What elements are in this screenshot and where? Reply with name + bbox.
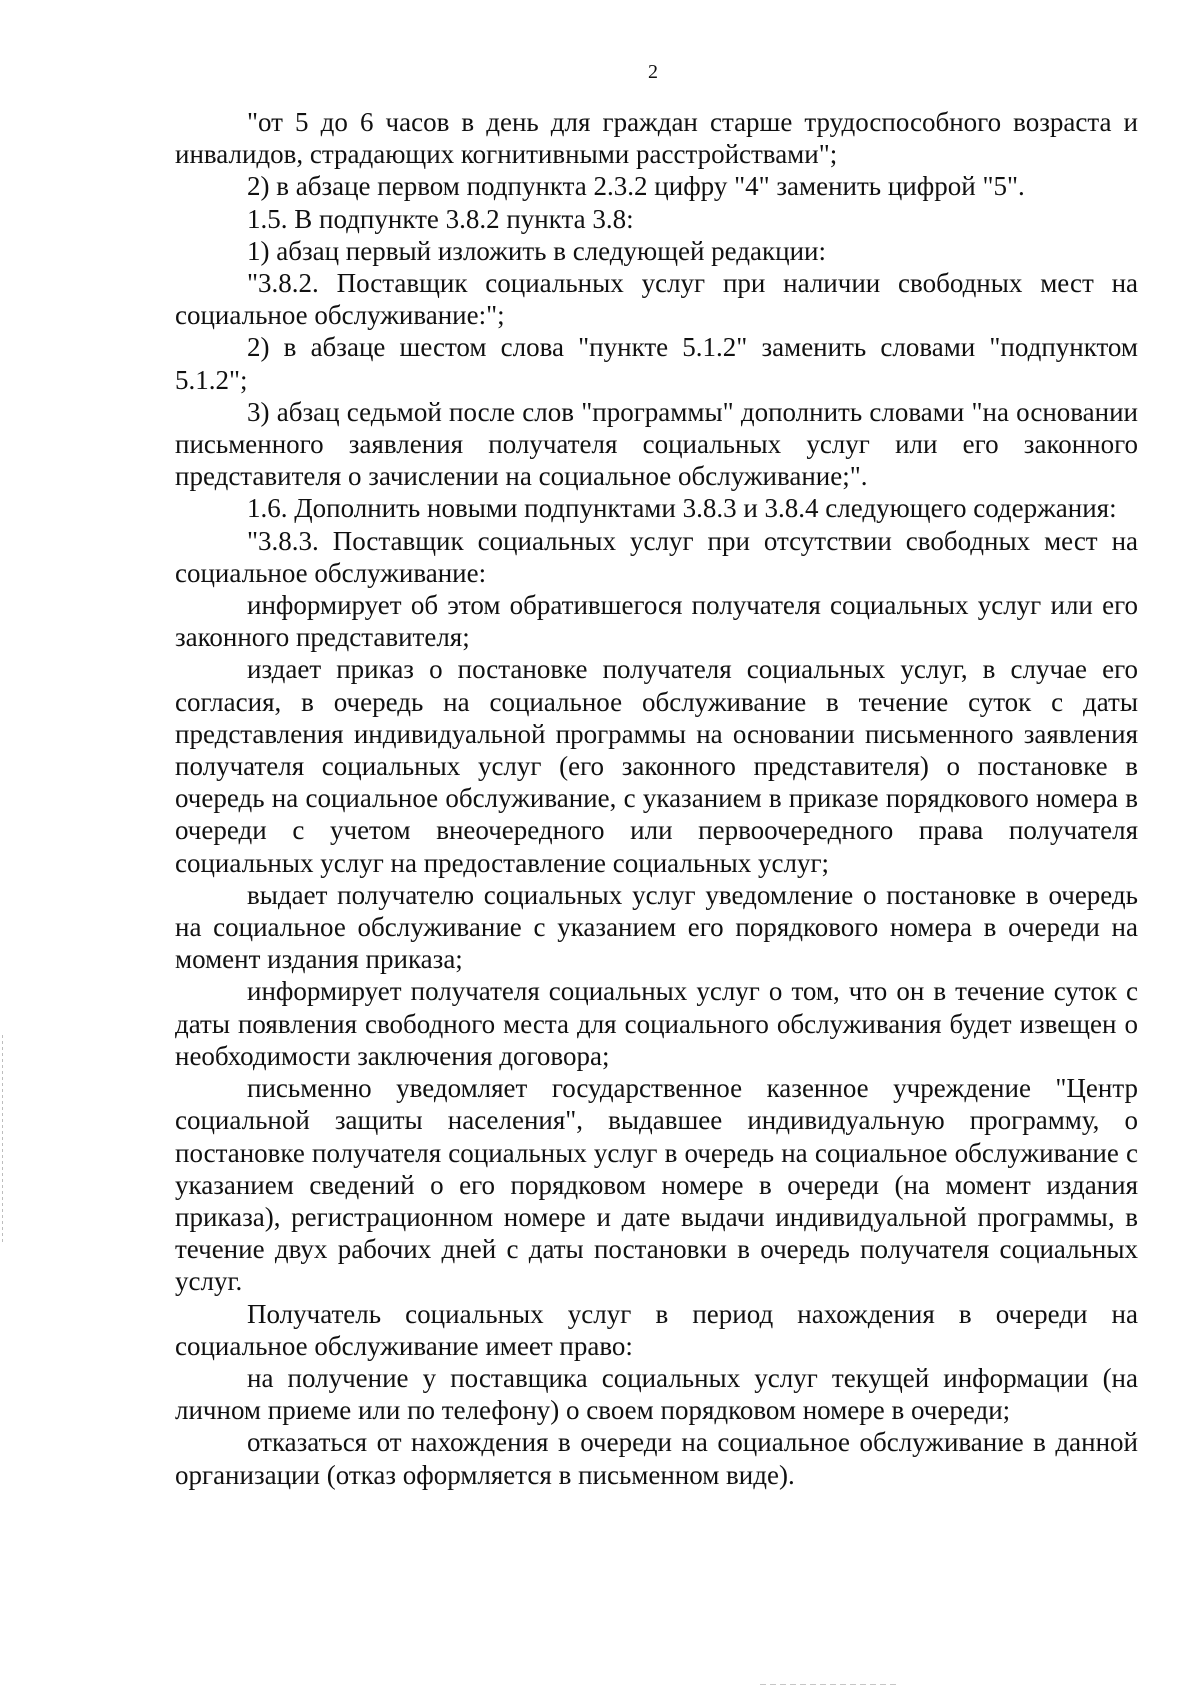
paragraph-issues-order: издает приказ о постановке получателя социальных услуг, в случае его согласия, в очередь на социальное обслуживание в течение суток с даты представления индивидуальной программы на основании письменного заявления получателя социальных услуг (его законного представителя) о постановке в очередь на социальное обслуживание, с указанием в приказе порядкового номера в очереди с учетом внеочередного или первоочередного права получателя социальных услуг на предоставление социальных услуг; [175, 654, 1138, 878]
paragraph-informs: информирует об этом обратившегося получателя социальных услуг или его законного представителя; [175, 590, 1138, 653]
scan-edge-mark [2, 1035, 3, 1245]
paragraph-informs-recipient: информирует получателя социальных услуг о том, что он в течение суток с даты появления свободного места для социального обслуживания будет извещен о необходимости заключения договора; [175, 976, 1138, 1071]
paragraph-first-abzac-new-edition: 1) абзац первый изложить в следующей редакции: [247, 235, 826, 266]
document-body [175, 106, 1138, 1491]
paragraph-issues-notice: выдает получателю социальных услуг уведомление о постановке в очередь на социальное обслуживание с указанием его порядкового номера в очереди на момент издания приказа; [175, 879, 1138, 975]
paragraph-item-1-5: 1.5. В подпункте 3.8.2 пункта 3.8: [247, 203, 634, 234]
page-number: 2 [648, 61, 658, 83]
paragraph-recipient-rights: Получатель социальных услуг в период нахождения в очереди на социальное обслуживание имеет право: [175, 1298, 1138, 1361]
paragraph-abzac-seventh: 3) абзац седьмой после слов "программы" дополнить словами "на основании письменного заявления получателя социальных услуг или его законного представителя о зачислении на социальное обслуживание;". [175, 396, 1138, 492]
paragraph-item-1-6: 1.6. Дополнить новыми подпунктами 3.8.3 и 3.8.4 следующего содержания: [247, 493, 1117, 524]
paragraph-right-information: на получение у поставщика социальных услуг текущей информации (на личном приеме или по телефону) о своем порядковом номере в очереди; [175, 1362, 1138, 1426]
paragraph-notifies-center: письменно уведомляет государственное казенное учреждение "Центр социальной защиты населения", выдавшее индивидуальную программу, о постановке получателя социальных услуг в очередь на социальное обслуживание с указанием сведений о его порядковом номере в очереди (на момент издания приказа), регистрационном номере и дате выдачи индивидуальной программы, в течение двух рабочих дней с даты постановки в очередь получателя социальных услуг. [175, 1073, 1138, 1297]
paragraph-right-refuse: отказаться от нахождения в очереди на социальное обслуживание в данной организации (отказ оформляется в письменном виде). [175, 1427, 1138, 1490]
paragraph-quote-3-8-2: "3.8.2. Поставщик социальных услуг при наличии свободных мест на социальное обслуживание:"; [175, 268, 1138, 331]
paragraph-abzac-sixth: 2) в абзаце шестом слова "пункте 5.1.2" заменить словами "подпунктом 5.1.2"; [175, 332, 1138, 395]
paragraph-amend-2-3-2: 2) в абзаце первом подпункта 2.3.2 цифру "4" заменить цифрой "5". [247, 171, 1025, 202]
paragraph-continuation-hours: "от 5 до 6 часов в день для граждан старше трудоспособного возраста и инвалидов, страдающих когнитивными расстройствами"; [175, 107, 1138, 170]
scan-bottom-mark [760, 1684, 900, 1685]
paragraph-quote-3-8-3: "3.8.3. Поставщик социальных услуг при отсутствии свободных мест на социальное обслуживание: [175, 525, 1138, 588]
